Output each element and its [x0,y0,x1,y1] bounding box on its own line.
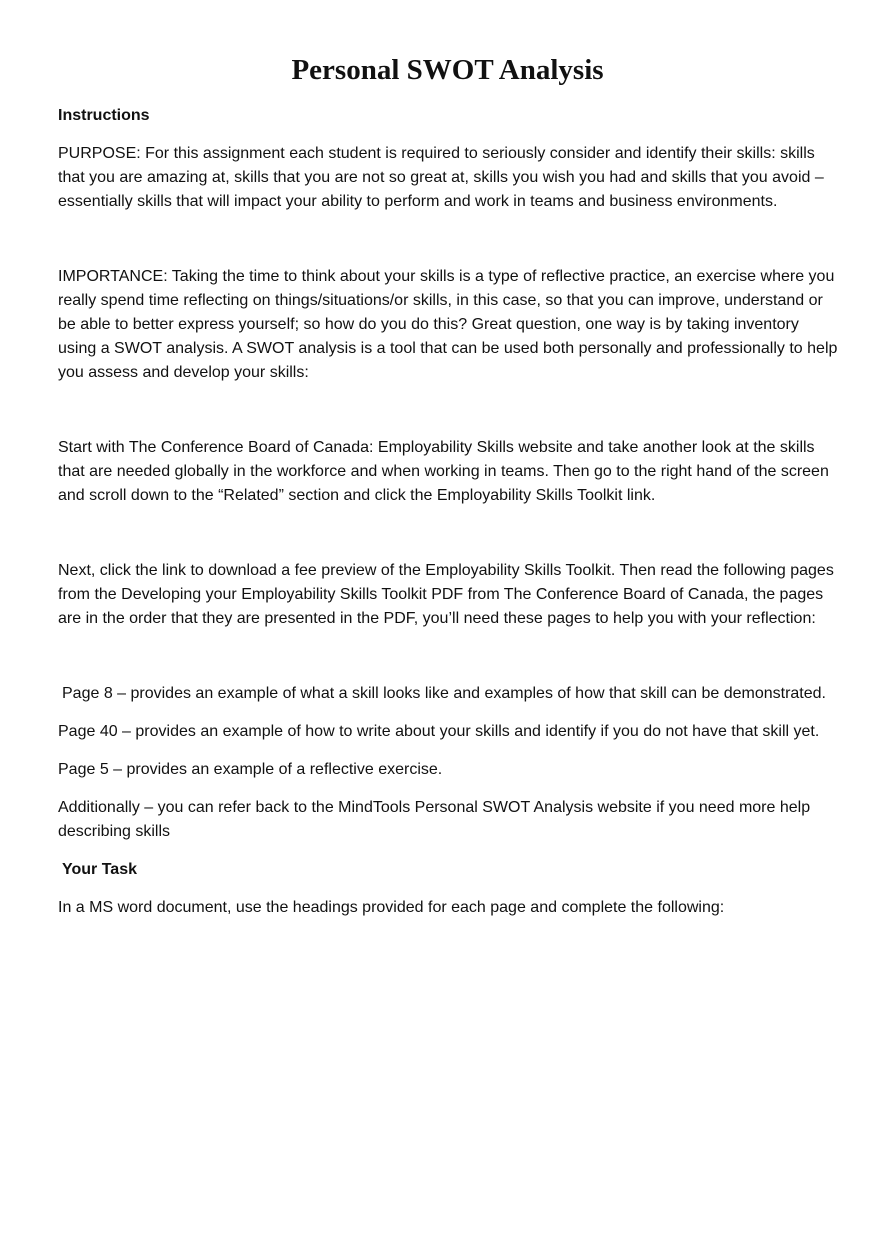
start-with-paragraph: Start with The Conference Board of Canada: Employability Skills website and take another look at the skills that are needed globally in the workforce and when working in teams. Then go to the right hand of the screen and scroll down to the “Related” section and click the Employability Skills Toolkit link. [58,439,829,504]
spacer [58,228,840,265]
document-body [58,104,840,934]
importance-paragraph: IMPORTANCE: Taking the time to think about your skills is a type of reflective practice, an exercise where you really spend time reflecting on things/situations/or skills, in this case, so that you can improve, understand or be able to better express yourself; so how do you do this? Great question, one way is by taking inventory using a SWOT analysis. A SWOT analysis is a tool that can be used both personally and professionally to help you assess and develop your skills: [58,268,838,381]
your-task-heading: Your Task [62,861,137,878]
page5-paragraph: Page 5 – provides an example of a reflective exercise. [58,761,443,778]
page-title: Personal SWOT Analysis [291,54,604,86]
additionally-paragraph: Additionally – you can refer back to the MindTools Personal SWOT Analysis website if you need more help describing skills [58,799,811,840]
instructions-heading: Instructions [58,107,150,124]
spacer [58,645,840,682]
spacer [58,399,840,436]
page8-paragraph: Page 8 – provides an example of what a skill looks like and examples of how that skill can be demonstrated. [62,685,826,702]
page40-paragraph: Page 40 – provides an example of how to write about your skills and identify if you do not have that skill yet. [58,723,820,740]
spacer [58,522,840,559]
purpose-paragraph: PURPOSE: For this assignment each student is required to seriously consider and identify their skills: skills that you are amazing at, skills that you are not so great at, skills you wish you had and skills that you avoid – essentially skills that will impact your ability to perform and work in teams and business environments. [58,145,824,210]
next-paragraph: Next, click the link to download a fee preview of the Employability Skills Toolkit. Then read the following pages from the Developing your Employability Skills Toolkit PDF from The Conference Board of Canada, the pages are in the order that they are presented in the PDF, you’ll need these pages to help you with your reflection: [58,562,834,627]
task-paragraph: In a MS word document, use the headings provided for each page and complete the following: [58,899,725,916]
